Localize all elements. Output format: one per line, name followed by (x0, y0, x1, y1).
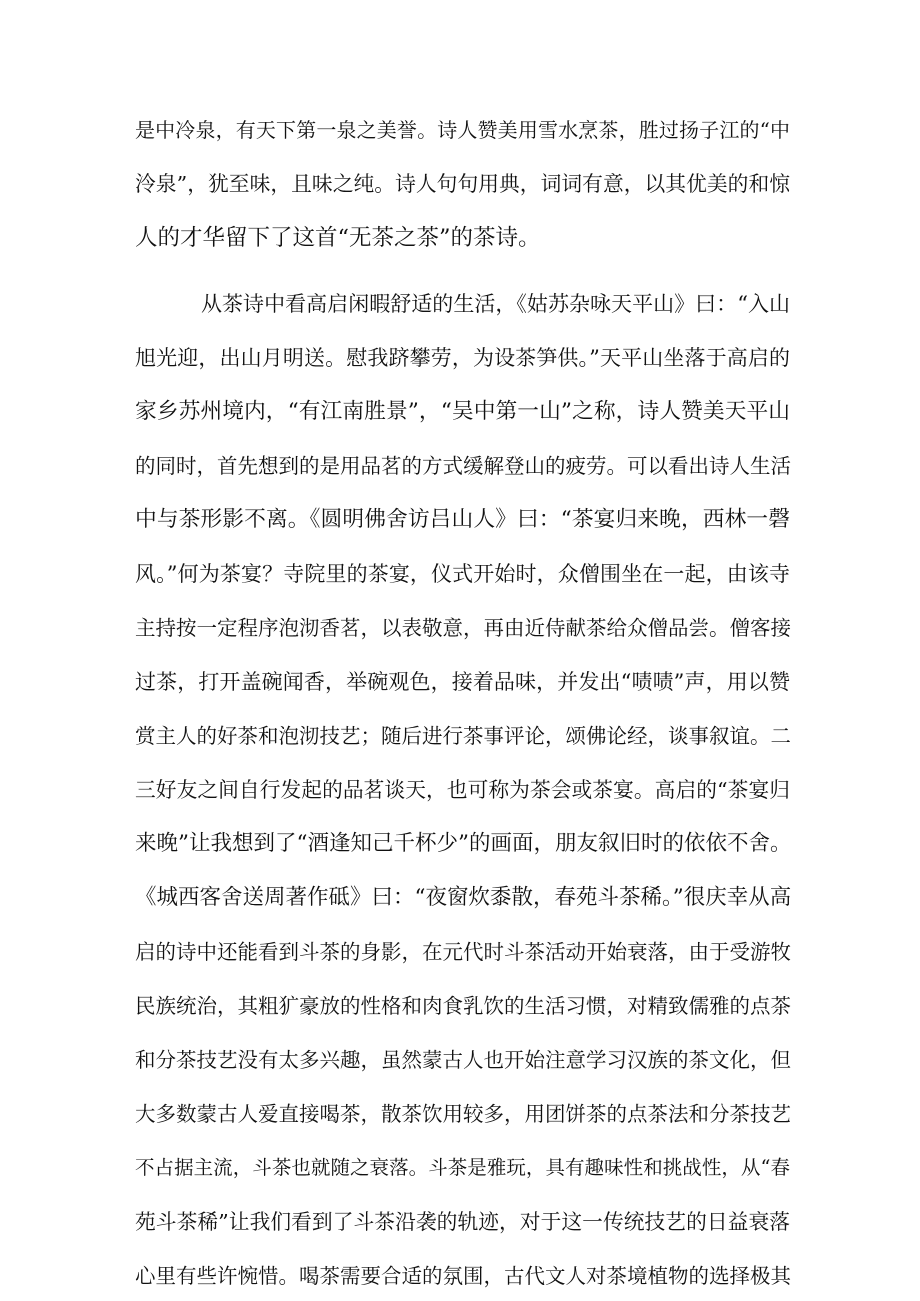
text-line: 启的诗中还能看到斗茶的身影，在元代时斗茶活动开始衰落，由于受游牧 (135, 940, 791, 964)
text-line: 来晚”让我想到了“酒逢知己千杯少”的画面，朋友叙旧时的依依不舍。 (135, 831, 792, 856)
text-line: 旭光迎，出山月明送。慰我跻攀劳，为设茶笋供。”天平山坐落于高启的 (135, 346, 790, 370)
text-line: 赏主人的好茶和泡沏技艺；随后进行茶事评论，颂佛论经，谈事叙谊。二 (135, 724, 791, 748)
text-line: 是中冷泉，有天下第一泉之美誉。诗人赞美用雪水烹茶，胜过扬子江的“中 (135, 118, 790, 142)
text-line: 从茶诗中看高启闲暇舒适的生活，《姑苏杂咏天平山》曰：“入山 (201, 292, 790, 316)
text-line: 家乡苏州境内，“有江南胜景”，“吴中第一山”之称，诗人赞美天平山 (135, 399, 790, 424)
text-line: 不占据主流，斗茶也就随之衰落。斗茶是雅玩，具有趣味性和挑战性，从“春 (135, 1156, 790, 1179)
text-line: 大多数蒙古人爱直接喝茶，散茶饮用较多，用团饼茶的点茶法和分茶技艺 (135, 1102, 791, 1126)
text-line: 中与茶形影不离。《圆明佛舍访吕山人》曰：“茶宴归来晚，西林一磬 (135, 507, 790, 532)
text-line: 心里有些许惋惜。喝茶需要合适的氛围，古代文人对茶境植物的选择极其 (135, 1264, 791, 1288)
text-line: 的同时，首先想到的是用品茗的方式缓解登山的疲劳。可以看出诗人生活 (135, 454, 791, 478)
text-line: 主持按一定程序泡沏香茗，以表敬意，再由近侍献茶给众僧品尝。僧客接 (135, 616, 791, 640)
text-line: 苑斗茶稀”让我们看到了斗茶沿袭的轨迹，对于这一传统技艺的日益衰落 (135, 1210, 790, 1234)
text-line: 《城西客舍送周著作砥》曰：“夜窗炊黍散，春苑斗茶稀。”很庆幸从高 (135, 885, 792, 910)
text-line: 和分茶技艺没有太多兴趣，虽然蒙古人也开始注意学习汉族的茶文化，但 (135, 1048, 791, 1072)
text-line: 风。”何为茶宴？寺院里的茶宴，仪式开始时，众僧围坐在一起，由该寺 (135, 562, 790, 586)
text-line: 过茶，打开盖碗闻香，举碗观色，接着品味，并发出“啧啧”声，用以赞 (135, 670, 790, 694)
text-line: 三好友之间自行发起的品茗谈天，也可称为茶会或茶宴。高启的“茶宴归 (135, 778, 790, 802)
text-line: 民族统治，其粗犷豪放的性格和肉食乳饮的生活习惯，对精致儒雅的点茶 (135, 994, 791, 1018)
text-line: 人的才华留下了这首“无茶之茶”的茶诗。 (135, 225, 541, 251)
text-line: 泠泉”，犹至味，且味之纯。诗人句句用典，词词有意，以其优美的和惊 (135, 172, 790, 196)
